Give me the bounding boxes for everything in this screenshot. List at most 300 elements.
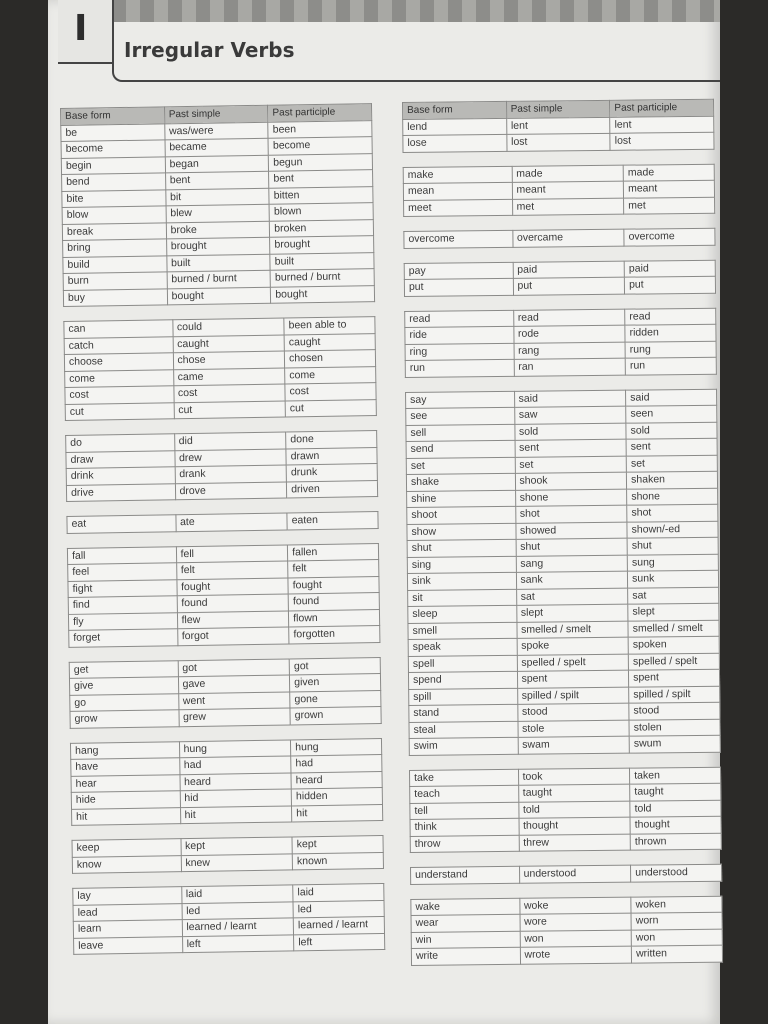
base-form-cell: sing [407, 556, 516, 574]
past-participle-cell: spelled / spelt [628, 653, 719, 670]
past-simple-cell: laid [181, 885, 293, 903]
past-simple-cell: sat [516, 588, 628, 606]
verb-table [410, 895, 723, 965]
past-simple-cell: ate [175, 513, 287, 531]
past-participle-cell: understood [631, 864, 722, 881]
past-simple-cell: stood [517, 703, 629, 721]
past-simple-cell: wrote [520, 946, 632, 964]
base-form-cell: build [63, 255, 167, 273]
past-simple-cell: spoke [517, 637, 629, 655]
past-participle-cell: bitten [269, 186, 373, 204]
base-form-cell: choose [64, 353, 173, 371]
past-simple-cell: spent [517, 670, 629, 688]
base-form-cell: hit [72, 807, 181, 825]
base-form-cell: ring [405, 343, 514, 361]
base-form-cell: spend [408, 671, 517, 689]
past-participle-cell: shot [627, 504, 718, 521]
past-simple-cell: got [178, 658, 290, 676]
past-participle-cell: fallen [288, 543, 379, 561]
verb-row [411, 864, 722, 884]
past-simple-cell: led [182, 901, 294, 919]
verb-row [66, 480, 377, 501]
base-form-cell: sink [407, 572, 516, 590]
verb-table [405, 388, 721, 755]
past-simple-cell: smelled / smelt [516, 621, 628, 639]
base-form-cell: catch [64, 336, 173, 354]
past-simple-cell: cut [174, 400, 286, 418]
past-participle-cell: found [288, 593, 379, 611]
verb-table [67, 543, 381, 648]
past-participle-cell: led [293, 900, 384, 918]
base-form-cell: see [406, 407, 515, 425]
base-form-cell: lead [73, 903, 182, 921]
past-simple-cell: hid [180, 789, 292, 807]
past-participle-cell: sunk [628, 570, 719, 587]
past-participle-cell: slept [628, 603, 719, 620]
past-simple-cell: found [177, 594, 289, 612]
base-form-cell: draw [66, 450, 175, 468]
past-participle-cell: broken [270, 219, 374, 237]
base-form-cell: get [69, 660, 178, 678]
past-participle-cell: become [268, 137, 372, 155]
page-title: Irregular Verbs [124, 38, 295, 62]
past-participle-cell: bent [269, 170, 373, 188]
verb-table [60, 103, 375, 307]
past-participle-cell: brought [270, 236, 374, 254]
past-participle-cell: paid [624, 260, 715, 277]
verb-row [72, 852, 383, 873]
base-form-cell: run [405, 359, 514, 377]
verb-table [72, 883, 385, 955]
past-simple-cell: sang [516, 555, 628, 573]
past-simple-cell: shut [516, 538, 628, 556]
base-form-cell: ride [405, 326, 514, 344]
past-simple-cell: sold [514, 423, 626, 441]
verb-table [404, 259, 716, 296]
base-form-cell: hear [71, 774, 180, 792]
past-participle-cell: left [294, 933, 385, 951]
past-simple-cell: rode [513, 325, 625, 343]
past-participle-cell: taught [630, 783, 721, 800]
past-participle-cell: shaken [627, 471, 718, 488]
past-participle-cell: made [623, 164, 714, 181]
past-simple-cell: threw [519, 834, 631, 852]
base-form-cell: give [69, 677, 178, 695]
past-simple-cell: brought [166, 237, 270, 255]
past-simple-cell: made [512, 165, 624, 183]
left-column [60, 103, 385, 969]
base-form-cell: spell [408, 655, 517, 673]
past-participle-cell: thought [630, 816, 721, 833]
past-simple-cell: began [165, 155, 269, 173]
past-simple-cell: shone [515, 489, 627, 507]
base-form-cell: read [405, 310, 514, 328]
base-form-cell: cut [65, 402, 174, 420]
past-simple-cell: set [515, 456, 627, 474]
base-form-cell: bend [62, 173, 166, 191]
past-simple-cell: sent [515, 439, 627, 457]
verb-row [74, 933, 385, 954]
past-participle-cell: meant [623, 180, 714, 197]
past-participle-cell: sat [628, 587, 719, 604]
past-participle-cell: flown [289, 609, 380, 627]
past-simple-cell: ran [514, 358, 626, 376]
past-simple-cell: spelled / spelt [517, 654, 629, 672]
past-participle-cell: sold [626, 422, 717, 439]
past-participle-cell: had [291, 755, 382, 773]
past-simple-cell: grew [178, 708, 290, 726]
verb-row [63, 285, 374, 306]
verb-row [72, 804, 383, 825]
base-form-cell: win [411, 931, 520, 949]
base-form-cell: show [407, 523, 516, 541]
past-participle-cell: blown [269, 203, 373, 221]
past-simple-cell: became [165, 138, 269, 156]
past-simple-cell: understood [519, 865, 631, 883]
base-form-cell: learn [73, 920, 182, 938]
past-simple-cell: read [513, 309, 625, 327]
past-participle-cell: laid [293, 884, 384, 902]
verb-row [405, 357, 716, 377]
past-participle-cell: done [286, 431, 377, 449]
header-past-participle: Past participle [268, 104, 372, 122]
base-form-cell: lose [403, 134, 507, 152]
past-simple-cell: went [178, 691, 290, 709]
past-simple-cell: took [518, 768, 630, 786]
past-participle-cell: cut [285, 399, 376, 417]
base-form-cell: spill [409, 688, 518, 706]
right-column [402, 99, 723, 980]
base-form-cell: break [62, 222, 166, 240]
base-form-cell: overcome [404, 230, 513, 248]
past-participle-cell: shone [627, 488, 718, 505]
base-form-cell: smell [408, 622, 517, 640]
base-form-cell: drink [66, 467, 175, 485]
base-form-cell: sleep [408, 605, 517, 623]
verb-table [404, 307, 717, 377]
header-base-form: Base form [61, 107, 165, 125]
past-participle-cell: woken [631, 896, 722, 913]
past-simple-cell: shot [515, 505, 627, 523]
past-participle-cell: shut [627, 537, 718, 554]
base-form-cell: meet [404, 199, 513, 217]
past-simple-cell: told [518, 801, 630, 819]
verb-row [411, 945, 722, 965]
past-simple-cell: woke [519, 897, 631, 915]
past-participle-cell: fought [288, 576, 379, 594]
past-simple-cell: flew [177, 610, 289, 628]
past-participle-cell: run [625, 357, 716, 374]
base-form-cell: burn [63, 272, 167, 290]
base-form-cell: fall [67, 546, 176, 564]
base-form-cell: speak [408, 638, 517, 656]
past-participle-cell: given [290, 674, 381, 692]
past-simple-cell: said [514, 390, 626, 408]
past-participle-cell: come [285, 366, 376, 384]
past-participle-cell: grown [290, 707, 381, 725]
base-form-cell: shine [407, 490, 516, 508]
past-simple-cell: saw [514, 406, 626, 424]
base-form-cell: bite [62, 189, 166, 207]
past-simple-cell: felt [176, 561, 288, 579]
past-participle-cell: driven [287, 480, 378, 498]
past-participle-cell: eaten [287, 512, 378, 530]
past-simple-cell: spilled / spilt [517, 687, 629, 705]
past-simple-cell: paid [513, 261, 625, 279]
past-participle-cell: smelled / smelt [628, 620, 719, 637]
base-form-cell: do [66, 434, 175, 452]
base-form-cell: become [61, 140, 165, 158]
past-simple-cell: broke [166, 221, 270, 239]
base-form-cell: set [406, 457, 515, 475]
past-participle-cell: begun [269, 153, 373, 171]
past-participle-cell: swum [629, 735, 720, 752]
past-participle-cell: chosen [284, 350, 375, 368]
past-simple-cell: put [513, 277, 625, 295]
past-simple-cell: left [182, 934, 294, 952]
past-simple-cell: kept [181, 837, 293, 855]
past-participle-cell: bought [271, 285, 375, 303]
past-simple-cell: drove [175, 481, 287, 499]
past-simple-cell: hung [179, 739, 291, 757]
verb-table [402, 99, 715, 153]
past-participle-cell: said [626, 389, 717, 406]
past-simple-cell: bought [167, 287, 271, 305]
past-simple-cell: swam [518, 736, 630, 754]
past-participle-cell: caught [284, 333, 375, 351]
past-participle-cell: stood [629, 702, 720, 719]
past-participle-cell: spilled / spilt [629, 686, 720, 703]
verb-row [69, 626, 380, 647]
past-simple-cell: bent [165, 171, 269, 189]
past-participle-cell: sung [627, 554, 718, 571]
verb-row [70, 707, 381, 728]
past-participle-cell: met [624, 197, 715, 214]
verb-table [69, 657, 382, 729]
past-participle-cell: overcome [624, 228, 715, 245]
base-form-cell: write [411, 947, 520, 965]
header-past-participle: Past participle [610, 99, 714, 117]
past-participle-cell: stolen [629, 719, 720, 736]
base-form-cell: make [403, 166, 512, 184]
base-form-cell: go [70, 693, 179, 711]
base-form-cell: fight [68, 579, 177, 597]
past-participle-cell: drunk [286, 464, 377, 482]
base-form-cell: know [72, 855, 181, 873]
past-participle-cell: been able to [284, 317, 375, 335]
verb-row [410, 833, 721, 853]
base-form-cell: pay [404, 262, 513, 280]
past-simple-cell: rang [514, 342, 626, 360]
past-participle-cell: lent [610, 116, 714, 134]
past-participle-cell: got [289, 657, 380, 675]
base-form-cell: blow [62, 206, 166, 224]
past-simple-cell: wore [520, 913, 632, 931]
decorative-band [112, 0, 720, 22]
base-form-cell: keep [72, 839, 181, 857]
verb-table [70, 738, 383, 826]
verb-row [409, 735, 720, 755]
past-participle-cell: put [624, 276, 715, 293]
verb-table [409, 766, 722, 853]
base-form-cell: grow [70, 710, 179, 728]
base-form-cell: fly [68, 612, 177, 630]
past-simple-cell: had [179, 756, 291, 774]
verb-row [67, 512, 378, 533]
base-form-cell: be [61, 123, 165, 141]
base-form-cell: wake [411, 898, 520, 916]
base-form-cell: forget [69, 629, 178, 647]
past-participle-cell: set [626, 455, 717, 472]
base-form-cell: understand [411, 866, 520, 884]
base-form-cell: have [71, 758, 180, 776]
base-form-cell: lend [403, 118, 507, 136]
verb-table [66, 511, 378, 533]
past-simple-cell: drew [174, 448, 286, 466]
past-participle-cell: hidden [291, 788, 382, 806]
past-simple-cell: drank [175, 465, 287, 483]
past-simple-cell: caught [173, 335, 285, 353]
base-form-cell: can [64, 320, 173, 338]
past-participle-cell: hung [291, 738, 382, 756]
base-form-cell: take [409, 769, 518, 787]
past-participle-cell: built [270, 252, 374, 270]
past-participle-cell: heard [291, 771, 382, 789]
base-form-cell: tell [410, 802, 519, 820]
past-simple-cell: burned / burnt [167, 270, 271, 288]
past-participle-cell: lost [610, 132, 714, 150]
past-simple-cell: overcame [512, 229, 624, 247]
past-simple-cell: hit [180, 805, 292, 823]
past-simple-cell: fell [176, 544, 288, 562]
base-form-cell: teach [410, 785, 519, 803]
past-simple-cell: meant [512, 181, 624, 199]
base-form-cell: begin [61, 156, 165, 174]
base-form-cell: sit [408, 589, 517, 607]
past-participle-cell: drawn [286, 447, 377, 465]
base-form-cell: come [65, 369, 174, 387]
past-participle-cell: kept [292, 836, 383, 854]
past-participle-cell: cost [285, 383, 376, 401]
base-form-cell: wear [411, 914, 520, 932]
base-form-cell: say [406, 391, 515, 409]
past-simple-cell: stole [518, 720, 630, 738]
base-form-cell: leave [74, 936, 183, 954]
past-simple-cell: heard [179, 772, 291, 790]
past-simple-cell: slept [516, 604, 628, 622]
base-form-cell: think [410, 818, 519, 836]
verb-row [65, 399, 376, 420]
base-form-cell: shut [407, 539, 516, 557]
base-form-cell: bring [63, 239, 167, 257]
base-form-cell: shoot [407, 506, 516, 524]
past-simple-cell: cost [173, 384, 285, 402]
past-participle-cell: won [631, 929, 722, 946]
base-form-cell: throw [410, 835, 519, 853]
past-simple-cell: could [172, 318, 284, 336]
past-participle-cell: burned / burnt [270, 269, 374, 287]
base-form-cell: steal [409, 721, 518, 739]
verb-table [65, 430, 378, 502]
past-simple-cell: knew [181, 853, 293, 871]
past-simple-cell: lost [507, 133, 611, 151]
verb-row [404, 228, 715, 248]
past-simple-cell: was/were [164, 122, 268, 140]
past-participle-cell: thrown [630, 833, 721, 850]
past-participle-cell: known [292, 852, 383, 870]
past-participle-cell: forgotten [289, 626, 380, 644]
past-participle-cell: read [625, 308, 716, 325]
verb-table [403, 228, 715, 249]
past-participle-cell: been [268, 120, 372, 138]
past-participle-cell: gone [290, 690, 381, 708]
past-simple-cell: built [166, 254, 270, 272]
past-participle-cell: learned / learnt [293, 917, 384, 935]
past-participle-cell: worn [631, 912, 722, 929]
verb-table [410, 864, 722, 885]
base-form-cell: buy [63, 288, 167, 306]
base-form-cell: hide [71, 791, 180, 809]
unit-number: I [74, 8, 88, 49]
past-participle-cell: seen [626, 405, 717, 422]
past-simple-cell: bit [165, 188, 269, 206]
verb-row [404, 197, 715, 217]
past-participle-cell: sent [626, 438, 717, 455]
past-simple-cell: shook [515, 472, 627, 490]
past-simple-cell: thought [519, 817, 631, 835]
base-form-cell: swim [409, 737, 518, 755]
base-form-cell: sell [406, 424, 515, 442]
header-past-simple: Past simple [164, 105, 268, 123]
verb-row [403, 132, 714, 152]
past-participle-cell: written [631, 945, 722, 962]
past-simple-cell: showed [515, 522, 627, 540]
past-simple-cell: did [174, 432, 286, 450]
past-participle-cell: shown/-ed [627, 521, 718, 538]
past-participle-cell: rung [625, 341, 716, 358]
header-base-form: Base form [403, 101, 507, 119]
base-form-cell: put [404, 278, 513, 296]
verb-table [403, 163, 716, 217]
past-simple-cell: learned / learnt [182, 918, 294, 936]
past-participle-cell: spent [629, 669, 720, 686]
past-participle-cell: spoken [628, 636, 719, 653]
past-participle-cell: ridden [625, 324, 716, 341]
past-simple-cell: met [512, 198, 624, 216]
past-simple-cell: came [173, 368, 285, 386]
past-simple-cell: won [520, 930, 632, 948]
base-form-cell: send [406, 440, 515, 458]
base-form-cell: stand [409, 704, 518, 722]
past-simple-cell: chose [173, 351, 285, 369]
past-participle-cell: felt [288, 560, 379, 578]
header-past-simple: Past simple [506, 100, 610, 118]
past-simple-cell: sank [516, 571, 628, 589]
past-simple-cell: lent [506, 117, 610, 135]
verb-row [404, 276, 715, 296]
base-form-cell: find [68, 596, 177, 614]
base-form-cell: feel [68, 563, 177, 581]
verb-table [63, 316, 377, 421]
verb-table [71, 835, 383, 874]
past-simple-cell: taught [518, 784, 630, 802]
base-form-cell: drive [66, 483, 175, 501]
past-simple-cell: blew [166, 204, 270, 222]
base-form-cell: hang [70, 741, 179, 759]
past-participle-cell: taken [630, 767, 721, 784]
base-form-cell: shake [406, 473, 515, 491]
base-form-cell: lay [73, 887, 182, 905]
